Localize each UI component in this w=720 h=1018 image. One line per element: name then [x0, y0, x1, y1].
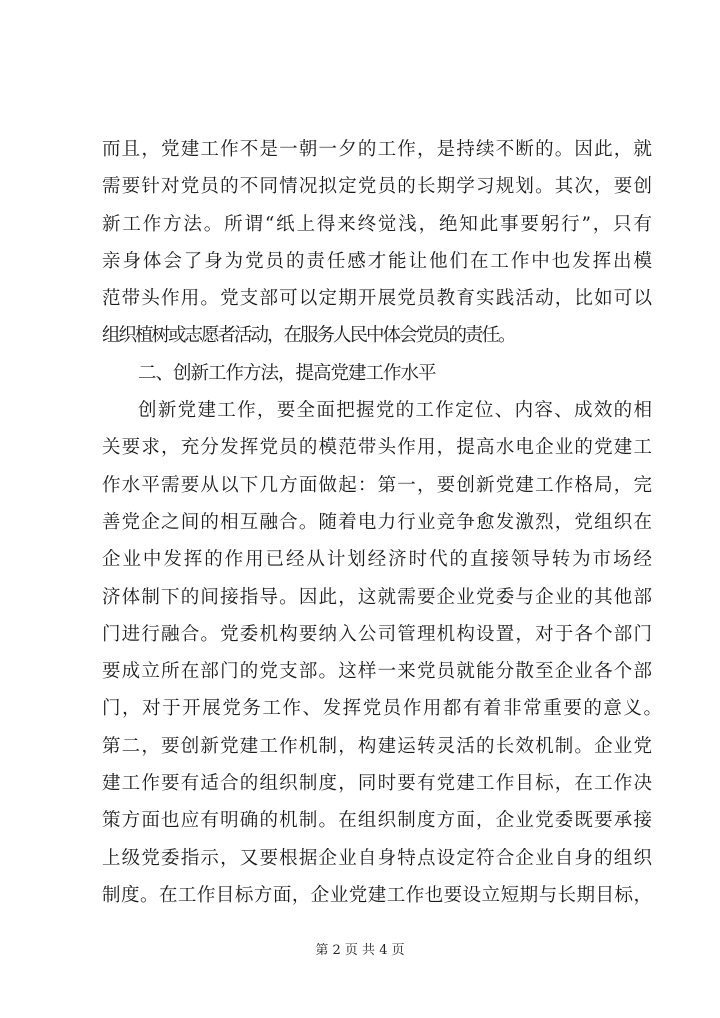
document-body — [102, 131, 662, 914]
text-line: 第二，要创新党建工作机制，构建运转灵活的长效机制。企业党 — [102, 735, 652, 757]
text-line: 企业中发挥的作用已经从计划经济时代的直接领导转为市场经 — [102, 549, 652, 571]
text-line: 范带头作用。党支部可以定期开展党员教育实践活动，比如可以 — [102, 288, 652, 310]
text-line: 制度。在工作目标方面，企业党建工作也要设立短期与长期目标， — [102, 884, 652, 906]
text-line: 上级党委指示，又要根据企业自身特点设定符合企业自身的组织 — [102, 847, 652, 869]
text-line: 而且，党建工作不是一朝一夕的工作，是持续不断的。因此，就 — [102, 139, 652, 160]
text-line: 善党企之间的相互融合。随着电力行业竞争愈发激烈，党组织在 — [102, 511, 652, 533]
text-line: 要成立所在部门的党支部。这样一来党员就能分散至企业各个部 — [102, 661, 652, 683]
text-line: 创新党建工作，要全面把握党的工作定位、内容、成效的相 — [138, 400, 652, 422]
text-line: 门进行融合。党委机构要纳入公司管理机构设置，对于各个部门 — [102, 623, 652, 645]
section-heading: 二、创新工作方法，提高党建工作水平 — [138, 362, 436, 384]
text-line: 新工作方法。所谓“纸上得来终觉浅，绝知此事要躬行”，只有 — [102, 213, 652, 235]
text-line: 关要求，充分发挥党员的模范带头作用，提高水电企业的党建工 — [102, 437, 652, 459]
text-line: 需要针对党员的不同情况拟定党员的长期学习规划。其次，要创 — [102, 176, 652, 198]
text-line: 策方面也应有明确的机制。在组织制度方面，企业党委既要承接 — [102, 810, 652, 832]
text-line: 建工作要有适合的组织制度，同时要有党建工作目标，在工作决 — [102, 773, 652, 795]
text-line: 济体制下的间接指导。因此，这就需要企业党委与企业的其他部 — [102, 586, 652, 608]
page-number-footer: 第 2 页 共 4 页 — [315, 943, 405, 958]
text-line: 门，对于开展党务工作、发挥党员作用都有着非常重要的意义。 — [102, 698, 662, 720]
text-line: 组织植树或志愿者活动，在服务人民中体会党员的责任。 — [102, 325, 515, 347]
text-line: 亲身体会了身为党员的责任感才能让他们在工作中也发挥出模 — [102, 250, 652, 272]
text-line: 作水平需要从以下几方面做起：第一，要创新党建工作格局，完 — [102, 474, 652, 496]
